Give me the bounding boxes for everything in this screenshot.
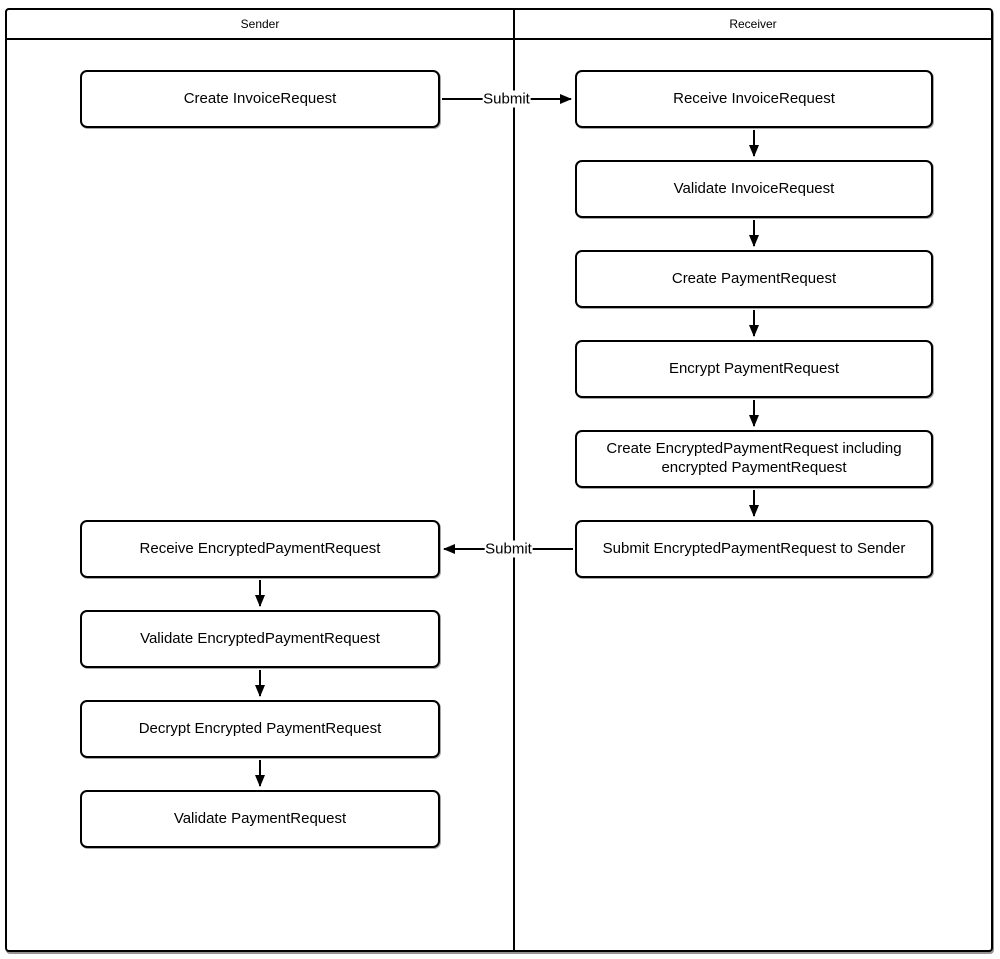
node-create-paymentrequest <box>575 250 933 308</box>
node-label: Create PaymentRequest <box>671 269 837 287</box>
node-label: Validate PaymentRequest <box>173 809 347 827</box>
node-validate-paymentrequest <box>80 790 440 848</box>
node-submit-encryptedpaymentrequest <box>575 520 933 578</box>
lane-title-sender: Sender <box>240 17 280 31</box>
node-create-invoicerequest <box>80 70 440 128</box>
node-label: Create InvoiceRequest <box>183 89 337 107</box>
lane-title-receiver: Receiver <box>729 17 777 31</box>
lane-divider <box>513 10 515 950</box>
node-validate-invoicerequest <box>575 160 933 218</box>
node-label: Create EncryptedPaymentRequest including encrypted PaymentRequest <box>606 440 902 476</box>
node-receive-invoicerequest <box>575 70 933 128</box>
lane-header-sender <box>7 10 513 38</box>
node-label: Validate InvoiceRequest <box>673 179 835 197</box>
node-receive-encryptedpaymentrequest <box>80 520 440 578</box>
submit-encryptedpayment-arrow-label: Submit <box>485 540 532 558</box>
node-label: Receive InvoiceRequest <box>673 89 835 107</box>
node-label: Submit EncryptedPaymentRequest to Sender <box>602 539 906 557</box>
submit-invoicerequest-arrow-label: Submit <box>483 90 530 108</box>
node-encrypt-paymentrequest <box>575 340 933 398</box>
node-label: Receive EncryptedPaymentRequest <box>139 539 381 557</box>
lane-header-separator <box>7 38 991 40</box>
lane-header-receiver <box>515 10 991 38</box>
node-decrypt-encrypted-paymentrequest <box>80 700 440 758</box>
node-validate-encryptedpaymentrequest <box>80 610 440 668</box>
node-label: Decrypt Encrypted PaymentRequest <box>138 719 382 737</box>
node-label: Validate EncryptedPaymentRequest <box>140 629 380 647</box>
node-label: Encrypt PaymentRequest <box>668 359 840 377</box>
node-create-encryptedpaymentrequest <box>575 430 933 488</box>
